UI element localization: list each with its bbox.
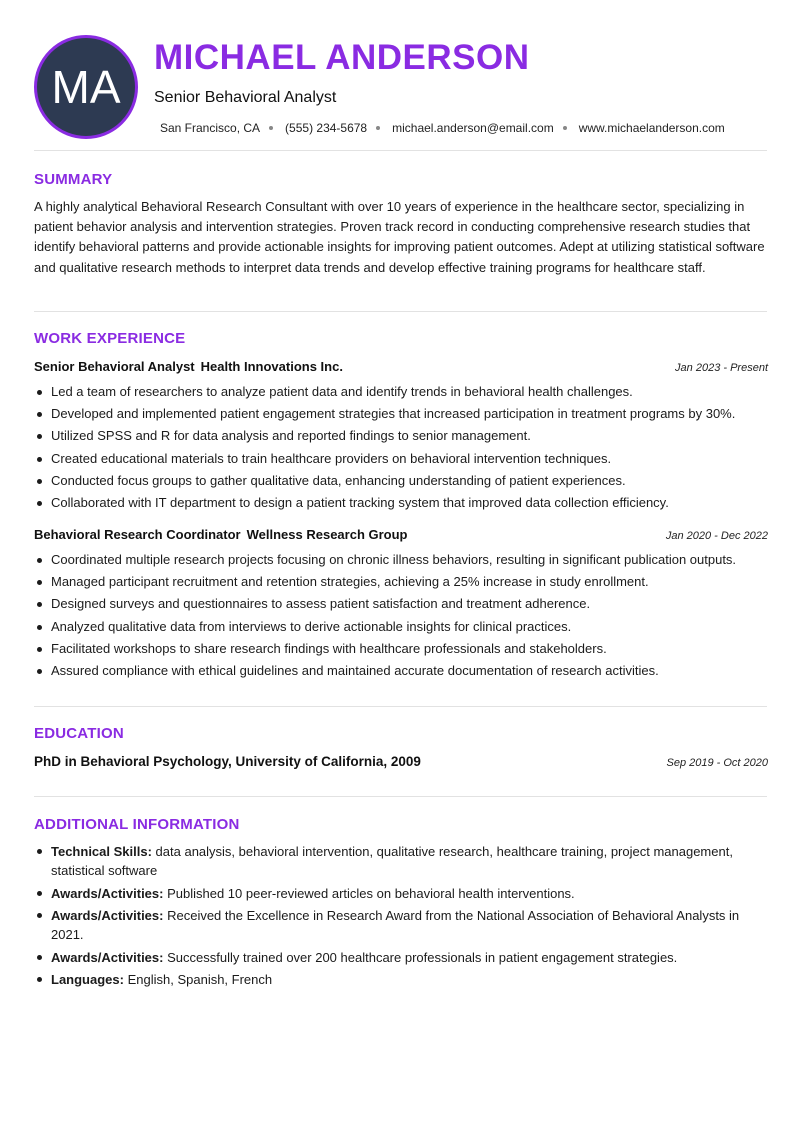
contact-location: San Francisco, CA bbox=[160, 121, 261, 135]
list-item: Coordinated multiple research projects focusing on chronic illness behaviors, resulting in significant publication outputs. bbox=[34, 549, 774, 571]
list-item bbox=[34, 970, 764, 989]
list-item: Utilized SPSS and R for data analysis and reported findings to senior management. bbox=[34, 425, 774, 447]
separator-dot bbox=[563, 126, 567, 130]
job-title-line bbox=[34, 527, 408, 542]
job-dates: Jan 2023 - Present bbox=[675, 362, 768, 374]
divider bbox=[34, 150, 767, 151]
list-item: Developed and implemented patient engagement strategies that increased participation in treatment programs by 30%. bbox=[34, 403, 774, 425]
list-item: Facilitated workshops to share research findings with healthcare professionals and stakeholders. bbox=[34, 638, 774, 660]
candidate-name: MICHAEL ANDERSON bbox=[154, 38, 530, 77]
contact-phone: (555) 234-5678 bbox=[285, 121, 368, 135]
contact-bar bbox=[160, 121, 725, 135]
list-item: Collaborated with IT department to design a patient tracking system that improved data collection efficiency. bbox=[34, 492, 774, 514]
list-item: Designed surveys and questionnaires to assess patient satisfaction and treatment adherence. bbox=[34, 593, 774, 615]
list-item: Created educational materials to train healthcare providers on behavioral intervention techniques. bbox=[34, 448, 774, 470]
job-organization: Wellness Research Group bbox=[246, 527, 408, 542]
item-text: English, Spanish, French bbox=[127, 972, 273, 987]
list-item: Conducted focus groups to gather qualitative data, enhancing understanding of patient experiences. bbox=[34, 470, 774, 492]
summary-text: A highly analytical Behavioral Research Consultant with over 10 years of experience in the healthcare sector, specializing in patient behavior analysis and intervention strategies. Proven track record in conducting comprehensive research studies that identify behavioral patterns and provide actionable insights for improving patient outcomes. Adept at utilizing statistical software and qualitative research methods to interpret data trends and develop effective training programs for healthcare staff. bbox=[34, 199, 765, 275]
avatar-initials: MA bbox=[51, 61, 121, 113]
education-entry bbox=[34, 754, 768, 769]
list-item bbox=[34, 948, 764, 967]
list-item: Assured compliance with ethical guidelines and maintained accurate documentation of research activities. bbox=[34, 660, 774, 682]
contact-email[interactable]: michael.anderson@email.com bbox=[392, 121, 554, 135]
divider bbox=[34, 796, 767, 797]
contact-website[interactable]: www.michaelanderson.com bbox=[578, 121, 725, 135]
divider bbox=[34, 311, 767, 312]
education-degree: PhD in Behavioral Psychology, University of California, 2009 bbox=[34, 754, 421, 769]
job-dates: Jan 2020 - Dec 2022 bbox=[665, 530, 768, 542]
job-bullets bbox=[34, 381, 774, 514]
item-label: Languages: bbox=[51, 972, 124, 987]
list-item bbox=[34, 842, 764, 880]
divider bbox=[34, 706, 767, 707]
list-item bbox=[34, 884, 764, 903]
job-title-line bbox=[34, 359, 343, 374]
item-label: Awards/Activities: bbox=[51, 885, 164, 901]
job-title: Behavioral Research Coordinator bbox=[34, 527, 241, 542]
list-item: Led a team of researchers to analyze patient data and identify trends in behavioral health challenges. bbox=[34, 381, 774, 403]
item-label: Awards/Activities: bbox=[51, 949, 164, 965]
item-label: Awards/Activities: bbox=[51, 908, 164, 923]
job-title: Senior Behavioral Analyst bbox=[34, 359, 195, 374]
job-organization: Health Innovations Inc. bbox=[200, 359, 343, 374]
item-text: data analysis, behavioral intervention, qualitative research, healthcare training, project management, statistical software bbox=[51, 844, 733, 878]
candidate-title: Senior Behavioral Analyst bbox=[154, 89, 337, 106]
job-header bbox=[34, 527, 768, 542]
separator-dot bbox=[376, 126, 380, 130]
list-item bbox=[34, 906, 764, 944]
separator-dot bbox=[269, 126, 273, 130]
item-text: Successfully trained over 200 healthcare professionals in patient engagement strategies. bbox=[167, 949, 678, 965]
job-header bbox=[34, 359, 768, 374]
list-item: Analyzed qualitative data from interviews to derive actionable insights for clinical practices. bbox=[34, 616, 774, 638]
education-heading: EDUCATION bbox=[34, 725, 124, 742]
item-text: Received the Excellence in Research Award from the National Association of Behavioral Analysts in 2021. bbox=[51, 908, 740, 942]
education-dates: Sep 2019 - Oct 2020 bbox=[666, 757, 768, 769]
additional-info-heading: ADDITIONAL INFORMATION bbox=[34, 816, 240, 833]
item-text: Published 10 peer-reviewed articles on behavioral health interventions. bbox=[167, 885, 575, 901]
additional-info-list bbox=[34, 842, 764, 993]
avatar bbox=[34, 35, 138, 139]
item-label: Technical Skills: bbox=[51, 844, 152, 859]
summary-heading: SUMMARY bbox=[34, 171, 113, 188]
list-item: Managed participant recruitment and retention strategies, achieving a 25% increase in study enrollment. bbox=[34, 571, 774, 593]
work-experience-heading: WORK EXPERIENCE bbox=[34, 330, 186, 347]
job-bullets bbox=[34, 549, 774, 682]
